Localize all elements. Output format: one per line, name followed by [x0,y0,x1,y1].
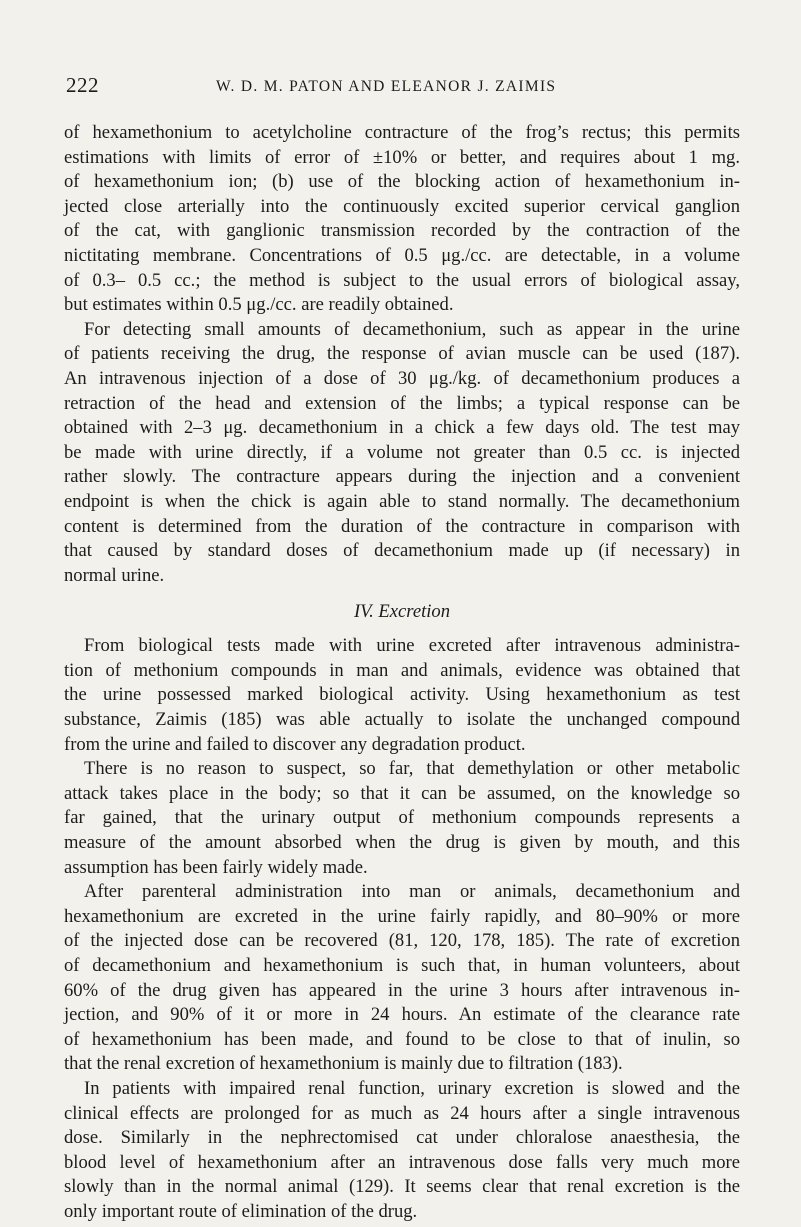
text-line: There is no reason to suspect, so far, that demethylation or other metabolic [84,758,740,780]
text-line: dose. Similarly in the nephrectomised cat under chloralose anaesthesia, the [64,1127,740,1149]
text-line: of hexamethonium ion; (b) use of the blocking action of hexamethonium in- [64,171,740,193]
running-head: W. D. M. PATON AND ELEANOR J. ZAIMIS [216,78,557,95]
text-line: estimations with limits of error of ±10% or better, and requires about 1 mg. [64,146,740,168]
text-line: 60% of the drug given has appeared in the urine 3 hours after intravenous in- [64,979,740,1001]
text-line: assumption has been fairly widely made. [64,856,368,878]
text-line: jected close arterially into the continuously excited superior cervical ganglion [64,195,740,217]
paragraph-5 [64,880,740,1077]
text-line: of 0.3– 0.5 cc.; the method is subject to the usual errors of biological assay, [64,269,740,291]
text-line: only important route of elimination of the drug. [64,1200,418,1222]
text-line: hexamethonium are excreted in the urine fairly rapidly, and 80–90% or more [64,905,740,927]
text-line: but estimates within 0.5 μg./cc. are readily obtained. [64,294,454,316]
text-line: from the urine and failed to discover any degradation product. [64,733,526,755]
text-line: jection, and 90% of it or more in 24 hours. An estimate of the clearance rate [64,1004,740,1026]
text-line: nictitating membrane. Concentrations of 0.5 μg./cc. are detectable, in a volume [64,244,740,266]
text-line: blood level of hexamethonium after an intravenous dose falls very much more [64,1151,740,1173]
text-line: content is determined from the duration of the contracture in comparison with [64,515,740,537]
text-line: From biological tests made with urine excreted after intravenous administra- [84,635,740,657]
text-line: that the renal excretion of hexamethonium is mainly due to filtration (183). [64,1053,623,1075]
text-line: that caused by standard doses of decamethonium made up (if necessary) in [64,540,740,562]
text-line: In patients with impaired renal function, urinary excretion is slowed and the [84,1077,740,1099]
paragraph-3 [64,634,740,757]
text-line: retraction of the head and extension of the limbs; a typical response can be [64,392,740,414]
text-line: An intravenous injection of a dose of 30 μg./kg. of decamethonium produces a [64,367,740,389]
text-line: of the injected dose can be recovered (81, 120, 178, 185). The rate of excretion [64,930,740,952]
text-line: attack takes place in the body; so that it can be assumed, on the knowledge so [64,782,740,804]
text-line: of hexamethonium to acetylcholine contracture of the frog’s rectus; this permits [64,122,740,143]
text-line: endpoint is when the chick is again able to stand normally. The decamethonium [64,490,740,512]
section-heading: IV. Excretion [353,601,451,623]
paragraph-6 [64,1077,740,1225]
text-line: far gained, that the urinary output of methonium compounds represents a [64,807,740,829]
text-line: After parenteral administration into man or animals, decamethonium and [84,881,740,903]
text-line: For detecting small amounts of decamethonium, such as appear in the urine [84,318,740,340]
text-line: of patients receiving the drug, the response of avian muscle can be used (187). [64,343,740,365]
page-number: 222 [66,73,99,97]
text-line: substance, Zaimis (185) was able actually to isolate the unchanged compound [64,709,740,731]
paragraph-4 [64,757,740,880]
text-line: tion of methonium compounds in man and animals, evidence was obtained that [64,659,740,681]
text-line: of decamethonium and hexamethonium is such that, in human volunteers, about [64,955,740,976]
body-text [64,121,740,1225]
text-line: clinical effects are prolonged for as much as 24 hours after a single intravenous [64,1102,740,1124]
text-line: be made with urine directly, if a volume not greater than 0.5 cc. is injected [64,441,740,463]
text-line: normal urine. [64,564,165,586]
paragraph-1 [64,121,740,318]
text-line: of hexamethonium has been made, and found to be close to that of inulin, so [64,1028,740,1050]
text-line: the urine possessed marked biological activity. Using hexamethonium as test [64,684,740,706]
text-line: rather slowly. The contracture appears during the injection and a convenient [64,466,740,488]
text-line: of the cat, with ganglionic transmission recorded by the contraction of the [64,220,740,242]
text-line: obtained with 2–3 μg. decamethonium in a chick a few days old. The test may [64,417,740,439]
text-line: measure of the amount absorbed when the drug is given by mouth, and this [64,832,740,854]
text-line: slowly than in the normal animal (129). It seems clear that renal excretion is the [64,1176,740,1198]
paragraph-2 [64,318,740,589]
page-header [66,73,736,99]
